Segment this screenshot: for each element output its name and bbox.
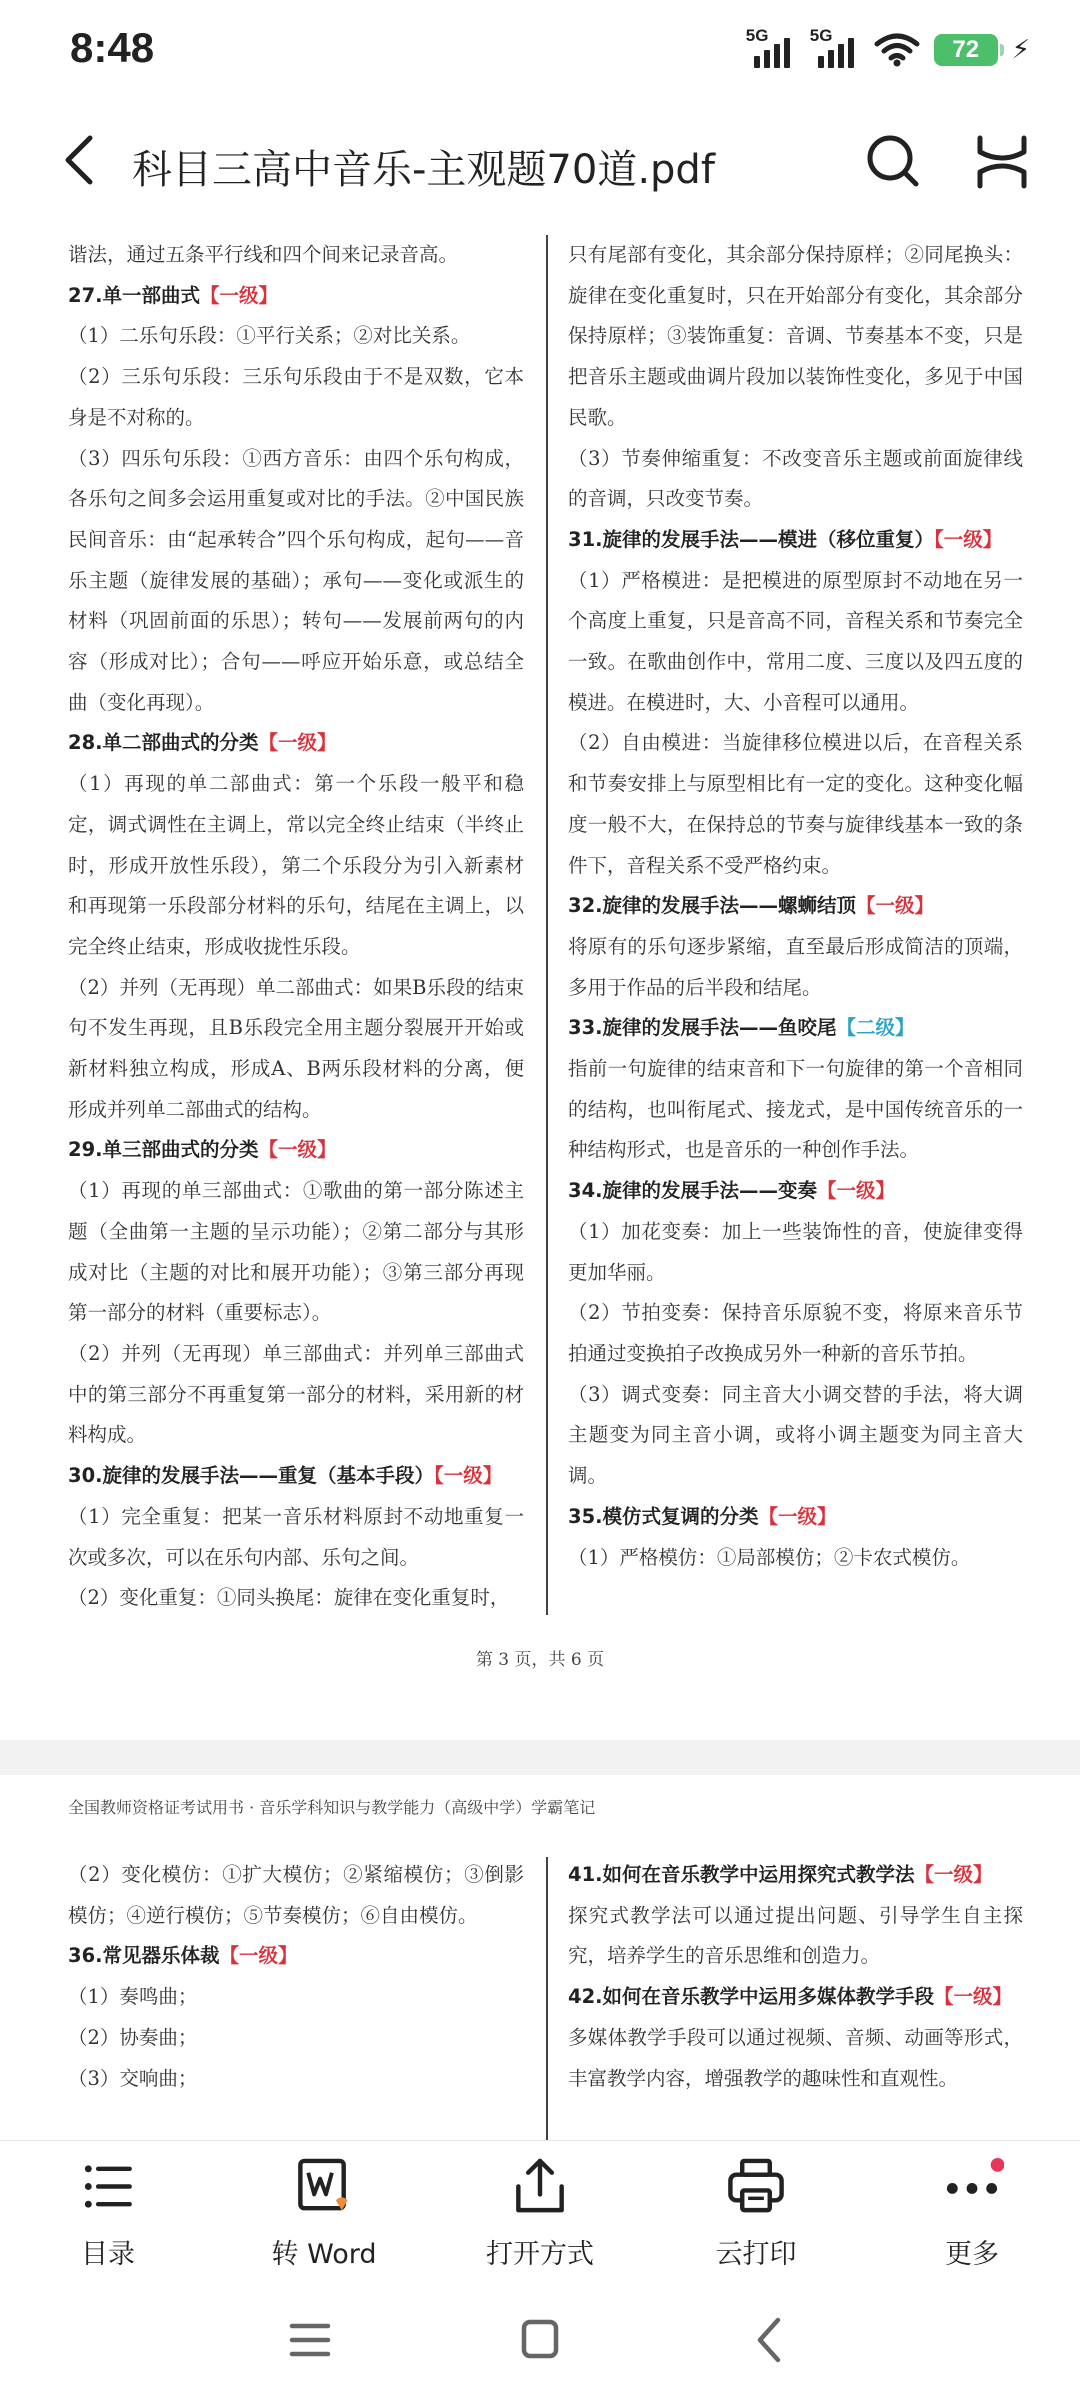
open-with-button[interactable] <box>460 2141 620 2271</box>
level-badge: 【一级】 <box>258 1138 337 1162</box>
column-divider <box>546 1857 548 2140</box>
body-paragraph: 将原有的乐句逐步紧缩，直至最后形成简洁的顶端，多用于作品的后半段和结尾。 <box>568 934 1023 999</box>
page3-left-column <box>68 235 524 1619</box>
page3-right-column <box>568 235 1023 1578</box>
heading-text: 34.旋律的发展手法——变奏 <box>568 1179 818 1203</box>
level-badge: 【一级】 <box>219 1944 298 1968</box>
toc-button[interactable] <box>28 2141 188 2271</box>
heading-text: 31.旋律的发展手法——模进（移位重复） <box>568 527 935 551</box>
body-paragraph: （2）并列（无再现）单二部曲式：如果B乐段的结束句不发生再现，且B乐段完全用主题分裂展开开始或新材料独立构成，形成A、B两乐段材料的分离，便形成并列单二部曲式的结构。 <box>68 975 524 1121</box>
body-paragraph: （2）变化重复：①同头换尾：旋律在变化重复时， <box>68 1586 510 1610</box>
toc-label: 目录 <box>81 2239 135 2270</box>
more-label: 更多 <box>945 2239 999 2270</box>
share-icon <box>508 2155 572 2218</box>
section-heading <box>568 1977 1023 2018</box>
page4-left-column <box>68 1855 524 2099</box>
body-paragraph: 谐法，通过五条平行线和四个间来记录音高。 <box>68 243 459 266</box>
body-paragraph: 探究式教学法可以通过提出问题、引导学生自主探究，培养学生的音乐思维和创造力。 <box>568 1903 1023 1968</box>
section-heading <box>68 276 524 317</box>
body-paragraph: （2）并列（无再现）单三部曲式：并列单三部曲式中的第三部分不再重复第一部分的材料，采用新的材料构成。 <box>68 1341 524 1447</box>
heading-text: 33.旋律的发展手法——鱼咬尾 <box>568 1016 837 1040</box>
signal-icon <box>745 26 796 68</box>
bottom-action-bar <box>0 2140 1080 2270</box>
level-badge: 【一级】 <box>934 527 1003 551</box>
open-with-label: 打开方式 <box>486 2239 594 2270</box>
status-icons <box>746 28 1030 72</box>
signal-icon-2 <box>809 26 860 68</box>
menu-lines-icon <box>280 2310 340 2370</box>
body-paragraph: （1）严格模进：是把模进的原型原封不动地在另一个高度上重复，只是音高不同，音程关系和节奏完全一致。在歌曲创作中，常用二度、三度以及四五度的模进。在模进时，大、小音程可以通用。 <box>568 568 1023 714</box>
convert-word-button[interactable] <box>244 2141 404 2271</box>
body-paragraph: （3）交响曲； <box>68 2066 198 2090</box>
sim2-label: 5G <box>809 26 833 45</box>
heading-text: 29.单三部曲式的分类 <box>68 1138 259 1162</box>
page-running-header: 全国教师资格证考试用书 · 音乐学科知识与教学能力（高级中学）学霸笔记 <box>68 1798 596 1817</box>
printer-icon <box>724 2155 788 2218</box>
body-paragraph: （2）节拍变奏：保持音乐原貌不变，将原来音乐节拍通过变换拍子改换成另外一种新的音乐节拍。 <box>568 1301 1023 1365</box>
heading-text: 41.如何在音乐教学中运用探究式教学法 <box>568 1863 915 1886</box>
back-button[interactable] <box>50 130 110 190</box>
level-badge: 【一级】 <box>914 1863 993 1886</box>
list-icon <box>76 2155 140 2218</box>
home-square-icon <box>510 2310 570 2370</box>
word-convert-icon <box>292 2155 356 2218</box>
convert-word-label: 转 Word <box>271 2239 377 2270</box>
system-back-button[interactable] <box>740 2310 800 2370</box>
body-paragraph: （3）节奏伸缩重复：不改变音乐主题或前面旋律线的音调，只改变节奏。 <box>568 446 1023 511</box>
body-paragraph: （1）再现的单二部曲式：第一个乐段一般平和稳定，调式调性在主调上，常以完全终止结束（半终止时，形成开放性乐段），第二个乐段分为引入新素材和再现第一乐段部分材料的乐句，结尾在主调上，以完全终止结束，形成收拢性乐段。 <box>68 772 524 958</box>
section-heading <box>68 1456 524 1497</box>
document-title: 科目三高中音乐-主观题70道.pdf <box>132 147 715 193</box>
charging-icon: ⚡ <box>1011 35 1030 65</box>
section-heading <box>568 520 1023 561</box>
body-paragraph: （2）协奏曲； <box>68 2025 198 2049</box>
body-paragraph: （3）调式变奏：同主音大小调交替的手法，将大调主题变为同主音小调，或将小调主题变为同主音大调。 <box>568 1382 1023 1488</box>
cloud-print-button[interactable] <box>676 2141 836 2271</box>
back-arrow-icon <box>60 134 100 186</box>
cloud-print-label: 云打印 <box>715 2239 797 2270</box>
page-number: 第 3 页，共 6 页 <box>475 1650 605 1670</box>
view-mode-button[interactable] <box>970 130 1034 194</box>
level-badge: 【一级】 <box>934 1985 1013 2009</box>
body-paragraph: （1）完全重复：把某一音乐材料原封不动地重复一次或多次，可以在乐句内部、乐句之间。 <box>68 1504 524 1569</box>
column-divider <box>546 235 548 1615</box>
page4-right-column <box>568 1855 1023 2099</box>
sim1-label: 5G <box>745 26 769 45</box>
heading-text: 42.如何在音乐教学中运用多媒体教学手段 <box>568 1985 935 2009</box>
battery-indicator <box>934 34 998 66</box>
heading-text: 36.常见器乐体裁 <box>68 1944 220 1968</box>
body-paragraph: （1）再现的单三部曲式：①歌曲的第一部分陈述主题（全曲第一主题的呈示功能）；②第二部分与其形成对比（主题的对比和展开功能）；③第三部分再现第一部分的材料（重要标志）。 <box>68 1179 524 1325</box>
more-dots-icon <box>940 2155 1004 2218</box>
heading-text: 28.单二部曲式的分类 <box>68 731 259 755</box>
body-paragraph: （2）自由模进：当旋律移位模进以后，在音程关系和节奏安排上与原型相比有一定的变化。这种变化幅度一般不大，在保持总的节奏与旋律线基本一致的条件下，音程关系不受严格约束。 <box>568 731 1023 877</box>
expand-menu-icon <box>970 130 1034 194</box>
heading-text: 30.旋律的发展手法——重复（基本手段） <box>68 1464 435 1488</box>
body-paragraph: （2）三乐句乐段：三乐句乐段由于不是双数，它本身是不对称的。 <box>68 365 524 429</box>
pdf-viewport[interactable] <box>0 225 1080 2140</box>
body-paragraph: 多媒体教学手段可以通过视频、音频、动画等形式，丰富教学内容，增强教学的趣味性和直观性。 <box>568 2025 1023 2090</box>
body-paragraph: （3）四乐句乐段：①西方音乐：由四个乐句构成，各乐句之间多会运用重复或对比的手法。②中国民族民间音乐：由“起承转合”四个乐句构成，起句——音乐主题（旋律发展的基础）；承句——变化或派生的材料（巩固前面的乐思）；转句——发展前两句的内容（形成对比）；合句——呼应开始乐意，或总结全曲（变化再现）。 <box>68 446 524 714</box>
pdf-page-4 <box>0 1775 1080 2140</box>
body-paragraph: 指前一句旋律的结束音和下一句旋律的第一个音相同的结构，也叫衔尾式、接龙式，是中国传统音乐的一种结构形式，也是音乐的一种创作手法。 <box>568 1057 1023 1162</box>
search-button[interactable] <box>862 130 926 194</box>
heading-text: 27.单一部曲式 <box>68 283 201 307</box>
level-badge: 【一级】 <box>434 1464 503 1488</box>
section-heading <box>68 1936 524 1977</box>
search-icon <box>862 130 926 194</box>
section-heading <box>568 1171 1023 1212</box>
section-heading <box>568 1497 1023 1538</box>
body-paragraph: （1）严格模仿：①局部模仿；②卡农式模仿。 <box>568 1545 971 1569</box>
status-bar <box>0 0 1080 100</box>
level-badge: 【一级】 <box>758 1504 837 1528</box>
body-paragraph: （2）变化模仿：①扩大模仿；②紧缩模仿；③倒影模仿；④逆行模仿；⑤节奏模仿；⑥自由模仿。 <box>68 1863 524 1927</box>
level-badge: 【一级】 <box>856 894 935 918</box>
heading-text: 32.旋律的发展手法——螺蛳结顶 <box>568 894 857 918</box>
section-heading <box>68 1130 524 1171</box>
level-badge: 【二级】 <box>836 1016 915 1040</box>
recent-apps-button[interactable] <box>280 2310 340 2370</box>
status-time: 8:48 <box>70 24 155 71</box>
top-toolbar <box>0 100 1080 225</box>
more-button[interactable] <box>892 2141 1052 2271</box>
body-paragraph: （1）二乐句乐段：①平行关系；②对比关系。 <box>68 324 471 348</box>
level-badge: 【一级】 <box>258 731 337 755</box>
pdf-page-3 <box>0 225 1080 1740</box>
section-heading <box>568 886 1023 927</box>
battery-level: 72 <box>952 36 980 63</box>
section-heading <box>568 1008 1023 1049</box>
home-button[interactable] <box>510 2310 570 2370</box>
body-paragraph: （1）加花变奏：加上一些装饰性的音，使旋律变得更加华丽。 <box>568 1219 1023 1284</box>
body-paragraph: 只有尾部有变化，其余部分保持原样；②同尾换头：旋律在变化重复时，只在开始部分有变化，其余部分保持原样；③装饰重复：音调、节奏基本不变，只是把音乐主题或曲调片段加以装饰性变化，多见于中国民歌。 <box>568 243 1023 429</box>
body-paragraph: （1）奏鸣曲； <box>68 1985 198 2009</box>
level-badge: 【一级】 <box>817 1179 896 1203</box>
wifi-icon <box>874 32 920 68</box>
chevron-left-icon <box>740 2310 800 2370</box>
heading-text: 35.模仿式复调的分类 <box>568 1504 759 1528</box>
section-heading <box>568 1855 1023 1896</box>
level-badge: 【一级】 <box>200 283 279 307</box>
section-heading <box>68 723 524 764</box>
system-nav-bar <box>0 2270 1080 2401</box>
